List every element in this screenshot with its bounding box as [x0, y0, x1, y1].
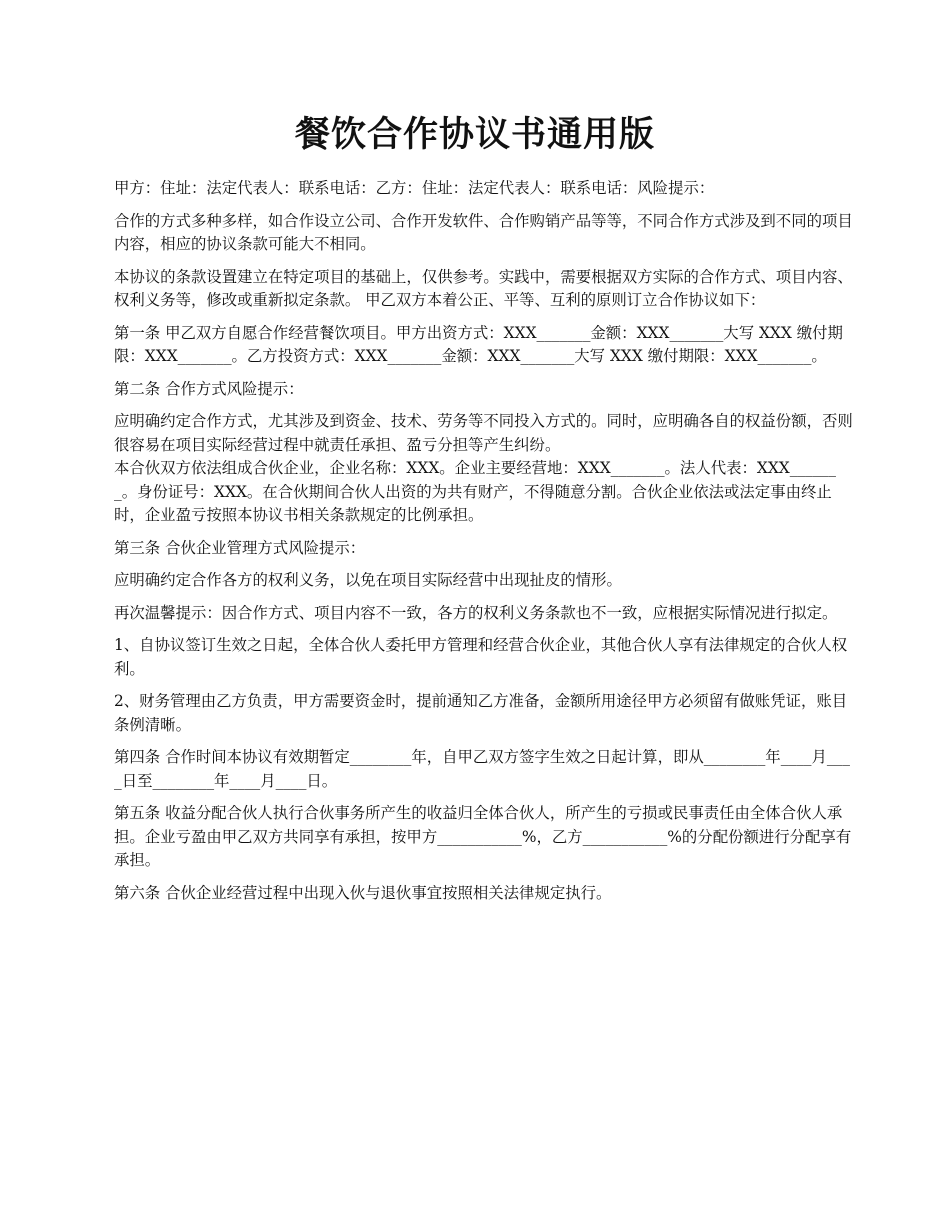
paragraph-article-2-heading: 第二条 合作方式风险提示：: [114, 379, 304, 398]
paragraph-parties: 甲方：住址：法定代表人：联系电话：乙方：住址：法定代表人：联系电话：风险提示：: [114, 179, 715, 197]
paragraph-article-1: 第一条 甲乙双方自愿合作经营餐饮项目。甲方出资方式：XXX_______金额：XXX_______大写 XXX 缴付期限：XXX_______。乙方投资方式：XXX_______金额：XXX_______大写 XXX 缴付期限：XXX_______。: [114, 323, 843, 365]
paragraph-article-4: 第四条 合作时间本协议有效期暂定________年，自甲乙双方签字生效之日起计算，即从________年____月____日至________年____月____日。: [114, 748, 850, 790]
paragraph-article-2-risk: 应明确约定合作方式，尤其涉及到资金、技术、劳务等不同投入方式的。同时，应明确各自的权益份额，否则很容易在项目实际经营过程中就责任承担、盈亏分担等产生纠纷。: [114, 412, 853, 454]
paragraph-reminder: 再次温馨提示：因合作方式、项目内容不一致，各方的权利义务条款也不一致，应根据实际情况进行拟定。: [114, 603, 838, 622]
paragraph-article-3-heading: 第三条 合伙企业管理方式风险提示：: [114, 538, 366, 557]
paragraph-article-2-body: 本合伙双方依法组成合伙企业，企业名称：XXX。企业主要经营地：XXX_______。法人代表：XXX_______。身份证号：XXX。在合伙期间合伙人出资的为共有财产，不得随意分割。合伙企业依法或法定事由终止时，企业盈亏按照本协议书相关条款规定的比例承担。: [114, 459, 836, 524]
paragraph-article-5: 第五条 收益分配合伙人执行合伙事务所产生的收益归全体合伙人，所产生的亏损或民事责任由全体合伙人承担。企业亏盈由甲乙双方共同享有承担，按甲方___________%，乙方___________%的分配份额进行分配享有承担。: [114, 804, 852, 869]
paragraph-clause-1: 1、自协议签订生效之日起，全体合伙人委托甲方管理和经营合伙企业，其他合伙人享有法律规定的合伙人权利。: [114, 636, 848, 678]
paragraph-article-6: 第六条 合伙企业经营过程中出现入伙与退伙事宜按照相关法律规定执行。: [114, 883, 612, 902]
document-title: 餐饮合作协议书通用版: [294, 115, 655, 155]
document-body: [114, 177, 854, 914]
paragraph-cooperation-methods: 合作的方式多种多样，如合作设立公司、合作开发软件、合作购销产品等等，不同合作方式涉及到不同的项目内容，相应的协议条款可能大不相同。: [114, 211, 853, 253]
paragraph-article-3-risk: 应明确约定合作各方的权利义务，以免在项目实际经营中出现扯皮的情形。: [114, 571, 622, 589]
paragraph-clause-2: 2、财务管理由乙方负责，甲方需要资金时，提前通知乙方准备，金额所用途径甲方必须留有做账凭证，账目条例清晰。: [114, 692, 848, 734]
paragraph-reference-note: 本协议的条款设置建立在特定项目的基础上，仅供参考。实践中，需要根据双方实际的合作方式、项目内容、权利义务等，修改或重新拟定条款。 甲乙双方本着公正、平等、互利的原则订立合作协议如下：: [114, 267, 853, 309]
